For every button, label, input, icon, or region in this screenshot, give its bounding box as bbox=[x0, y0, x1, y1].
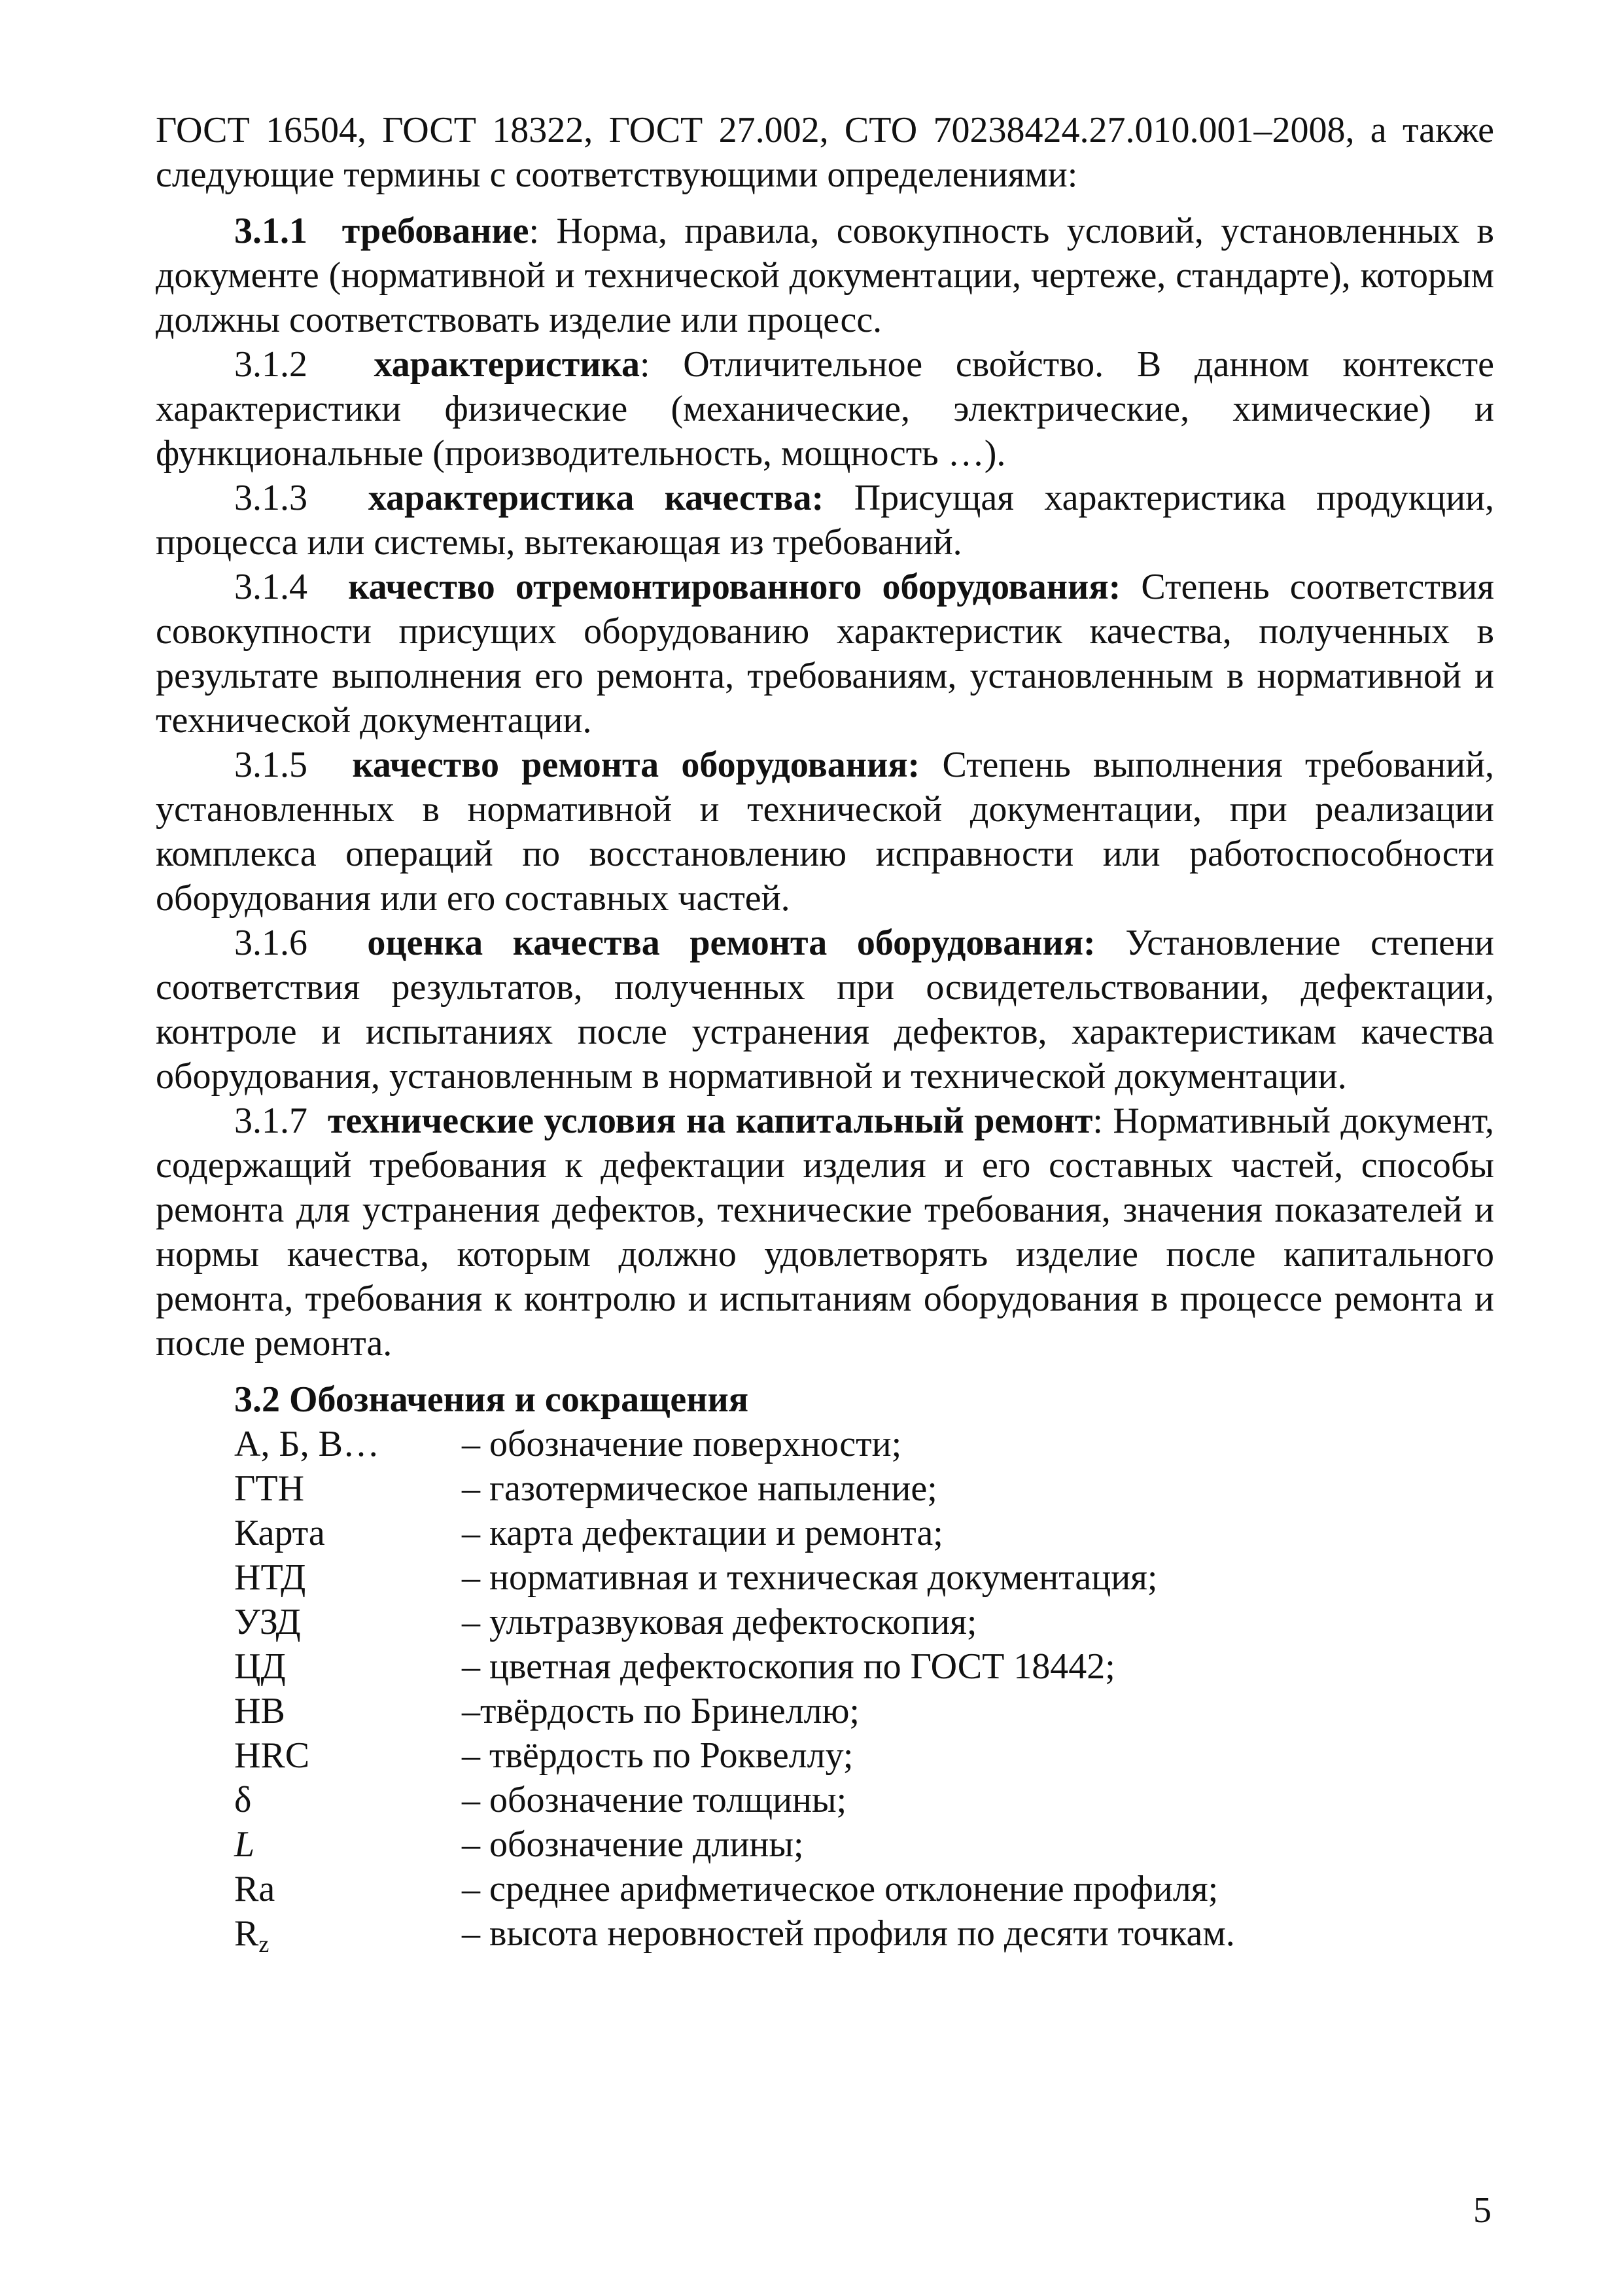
abbreviation-description: – газотермическое напыление; bbox=[462, 1468, 937, 1509]
abbreviation-code: НТД bbox=[234, 1557, 306, 1598]
abbreviation-description: – твёрдость по Роквеллу; bbox=[462, 1735, 854, 1776]
abbreviation-description: – высота неровностей профиля по десяти точкам. bbox=[462, 1913, 1235, 1954]
abbreviation-code: δ bbox=[234, 1780, 252, 1820]
abbreviation-description: –твёрдость по Бринеллю; bbox=[462, 1691, 860, 1731]
abbreviation-code: А, Б, В… bbox=[234, 1424, 379, 1464]
definition-number: 3.1.3 bbox=[234, 478, 307, 518]
definition-item bbox=[156, 342, 1494, 476]
definition-text: Присущая характеристика продукции, процесса или системы, вытекающая из требований. bbox=[156, 478, 1495, 563]
page-number: 5 bbox=[1473, 2190, 1492, 2231]
definition-text: Степень соответствия совокупности присущих оборудованию характеристик качества, полученных в результате выполнения его ремонта, требованиям, установленным в нормативной и технической документации. bbox=[156, 567, 1494, 741]
definition-term: качество ремонта оборудования: bbox=[352, 745, 920, 785]
abbreviation-row bbox=[234, 1778, 1494, 1822]
definition-number: 3.1.4 bbox=[234, 567, 307, 607]
definition-item bbox=[156, 209, 1494, 342]
definition-term: оценка качества ремонта оборудования: bbox=[367, 923, 1096, 963]
abbreviation-row bbox=[234, 1511, 1494, 1555]
abbreviation-code: ГТН bbox=[234, 1468, 305, 1509]
abbreviation-row bbox=[234, 1466, 1494, 1511]
abbreviation-list bbox=[156, 1422, 1494, 1956]
abbreviation-code: L bbox=[234, 1824, 255, 1865]
abbreviation-row bbox=[234, 1822, 1494, 1867]
definition-term: требование bbox=[341, 211, 529, 251]
abbreviation-code: ЦД bbox=[234, 1646, 286, 1687]
abbreviation-code: HRC bbox=[234, 1735, 310, 1776]
spacer bbox=[156, 1366, 1494, 1377]
abbreviation-description: – обозначение поверхности; bbox=[462, 1424, 902, 1464]
definition-term: качество отремонтированного оборудования: bbox=[348, 567, 1121, 607]
definition-item bbox=[156, 565, 1494, 743]
abbreviation-description: – обозначение толщины; bbox=[462, 1780, 847, 1820]
abbreviation-row bbox=[234, 1600, 1494, 1644]
abbreviation-description: – цветная дефектоскопия по ГОСТ 18442; bbox=[462, 1646, 1115, 1687]
definition-term: характеристика bbox=[374, 344, 640, 385]
abbreviation-code: Карта bbox=[234, 1513, 325, 1553]
abbreviation-code-base: R bbox=[234, 1913, 259, 1954]
abbreviation-row bbox=[234, 1733, 1494, 1778]
definition-text: : Норма, правила, совокупность условий, установленных в документе (нормативной и технической документации, чертеже, стандарте), которым должны соответствовать изделие или процесс. bbox=[156, 211, 1494, 340]
definition-number: 3.1.2 bbox=[234, 344, 307, 385]
abbreviation-description: – карта дефектации и ремонта; bbox=[462, 1513, 943, 1553]
definition-term: технические условия на капитальный ремонт bbox=[327, 1101, 1093, 1141]
abbreviation-code: УЗД bbox=[234, 1602, 301, 1642]
abbreviation-code: НВ bbox=[234, 1691, 285, 1731]
spacer bbox=[156, 197, 1494, 209]
abbreviation-code-subscript: z bbox=[258, 1931, 270, 1957]
definition-item bbox=[156, 743, 1494, 921]
abbreviation-description: – нормативная и техническая документация; bbox=[462, 1557, 1158, 1598]
abbreviation-description: – ультразвуковая дефектоскопия; bbox=[462, 1602, 977, 1642]
definition-number: 3.1.6 bbox=[234, 923, 307, 963]
definition-number: 3.1.5 bbox=[234, 745, 307, 785]
definition-number: 3.1.7 bbox=[234, 1101, 307, 1141]
definition-text: Степень выполнения требований, установленных в нормативной и технической документации, при реализации комплекса операций по восстановлению исправности или работоспособности оборудования или его составных частей. bbox=[156, 745, 1494, 919]
abbreviation-row bbox=[234, 1644, 1494, 1689]
definition-item bbox=[156, 476, 1494, 565]
definition-item bbox=[156, 921, 1494, 1099]
definition-text: : Отличительное свойство. В данном контексте характеристики физические (механические, электрические, химические) и функциональные (производительность, мощность …). bbox=[156, 344, 1494, 474]
definition-item bbox=[156, 1099, 1494, 1366]
abbreviation-row bbox=[234, 1555, 1494, 1600]
definition-text: Установление степени соответствия результатов, полученных при освидетельствовании, дефектации, контроле и испытаниях после устранения дефектов, характеристикам качества оборудования, установленным в нормативной и технической документации. bbox=[156, 923, 1495, 1097]
abbreviation-code bbox=[234, 1911, 462, 1956]
abbreviation-row bbox=[234, 1422, 1494, 1466]
section-heading: 3.2 Обозначения и сокращения bbox=[234, 1379, 749, 1420]
abbreviation-code: Ra bbox=[234, 1869, 275, 1909]
abbreviation-description: – среднее арифметическое отклонение профиля; bbox=[462, 1869, 1219, 1909]
definition-text: : Нормативный документ, содержащий требования к дефектации изделия и его составных частей, способы ремонта для устранения дефектов, технические требования, значения показателей и нормы качества, которым должно удовлетворять изделие после капитального ремонта, требования к контролю и испытаниям оборудования в процессе ремонта и после ремонта. bbox=[156, 1101, 1495, 1364]
definition-term: характеристика качества: bbox=[368, 478, 824, 518]
abbreviation-row bbox=[234, 1867, 1494, 1911]
abbreviation-description: – обозначение длины; bbox=[462, 1824, 804, 1865]
intro-paragraph: ГОСТ 16504, ГОСТ 18322, ГОСТ 27.002, СТО 70238424.27.010.001–2008, а также следующие термины с соответствующими определениями: bbox=[156, 110, 1494, 195]
abbreviation-row bbox=[234, 1689, 1494, 1733]
text-column bbox=[156, 108, 1494, 1956]
definition-number: 3.1.1 bbox=[234, 211, 307, 251]
abbreviation-row bbox=[234, 1911, 1494, 1956]
